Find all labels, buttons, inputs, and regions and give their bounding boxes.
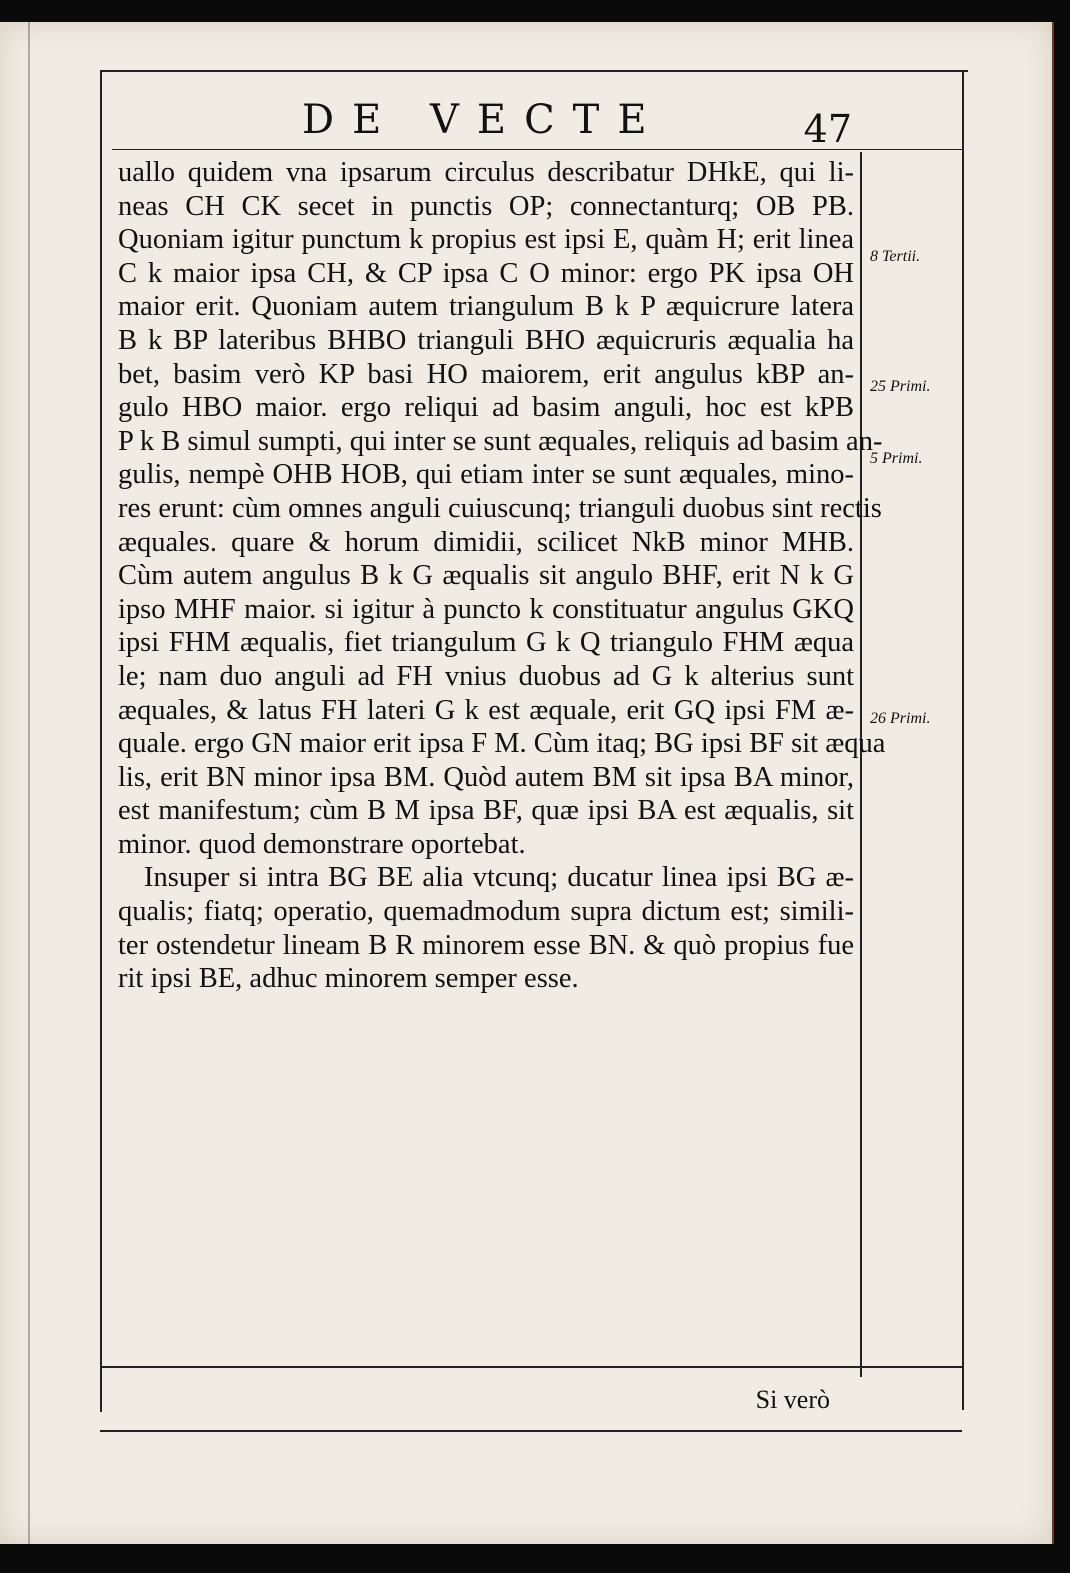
- gutter-fold: [28, 22, 30, 1544]
- text-line: maior erit. Quoniam autem triangulum B k P æquicrure latera: [118, 291, 854, 323]
- text-line: Quoniam igitur punctum k propius est ipsi E, quàm H; erit linea: [118, 224, 854, 256]
- text-line: Cùm autem angulus B k G æqualis sit angulo BHF, erit N k G: [118, 560, 854, 592]
- text-line: P k B simul sumpti, qui inter se sunt æquales, reliquis ad basim an-: [118, 425, 883, 457]
- margin-note: 25 Primi.: [870, 378, 931, 395]
- text-line: le; nam duo anguli ad FH vnius duobus ad G k alterius sunt: [118, 660, 854, 692]
- running-title: DE VECTE: [302, 97, 665, 143]
- text-line: æquales. quare & horum dimidii, scilicet NkB minor MHB.: [118, 526, 854, 558]
- text-line: gulis, nempè OHB HOB, qui etiam inter se sunt æquales, mino-: [118, 459, 854, 491]
- text-line: B k BP lateribus BHBO trianguli BHO æquicruris æqualia ha: [118, 324, 854, 356]
- text-line: uallo quidem vna ipsarum circulus describatur DHkE, qui li-: [118, 157, 854, 188]
- text-line: ter ostendetur lineam B R minorem esse BN. & quò propius fue: [118, 929, 854, 961]
- page-header: [112, 95, 962, 150]
- text-line: res erunt: cùm omnes anguli cuiuscunq; trianguli duobus sint rectis: [118, 492, 882, 524]
- bottom-rule-lower: [100, 1430, 962, 1432]
- text-line: rit ipsi BE, adhuc minorem semper esse.: [118, 963, 579, 995]
- text-line: C k maior ipsa CH, & CP ipsa C O minor: ergo PK ipsa OH: [118, 257, 854, 289]
- margin-note: 8 Tertii.: [870, 248, 921, 265]
- catchword: Si verò: [755, 1385, 830, 1414]
- text-line: gulo HBO maior. ergo reliqui ad basim anguli, hoc est kPB: [118, 392, 854, 424]
- text-line: qualis; fiatq; operatio, quemadmodum supra dictum est; simili-: [118, 896, 854, 928]
- text-line: quale. ergo GN maior erit ipsa F M. Cùm itaq; BG ipsi BF sit æqua: [118, 728, 886, 760]
- text-line: lis, erit BN minor ipsa BM. Quòd autem BM sit ipsa BA minor,: [118, 761, 854, 793]
- page-number: 47: [803, 107, 852, 151]
- text-line: neas CH CK secet in punctis OP; connectanturq; OB PB.: [118, 190, 854, 222]
- margin-note: 26 Primi.: [870, 710, 931, 727]
- margin-note: 5 Primi.: [870, 450, 923, 467]
- frame-right-rule: [962, 72, 964, 1410]
- text-line: ipso MHF maior. si igitur à puncto k constituatur angulus GKQ: [118, 593, 854, 625]
- text-line: est manifestum; cùm B M ipsa BF, quæ ipsi BA est æqualis, sit: [118, 795, 854, 827]
- text-line: ipsi FHM æqualis, fiet triangulum G k Q triangulo FHM æqua: [118, 627, 854, 659]
- text-line: æquales, & latus FH lateri G k est æquale, erit GQ ipsi FM æ-: [118, 694, 854, 726]
- text-line: bet, basim verò KP basi HO maiorem, erit angulus kBP an-: [118, 358, 854, 390]
- bottom-rule-upper: [100, 1366, 962, 1368]
- text-line: Insuper si intra BG BE alia vtcunq; ducatur linea ipsi BG æ-: [144, 862, 854, 894]
- body-text: [118, 156, 886, 996]
- text-line: minor. quod demonstrare oportebat.: [118, 828, 526, 860]
